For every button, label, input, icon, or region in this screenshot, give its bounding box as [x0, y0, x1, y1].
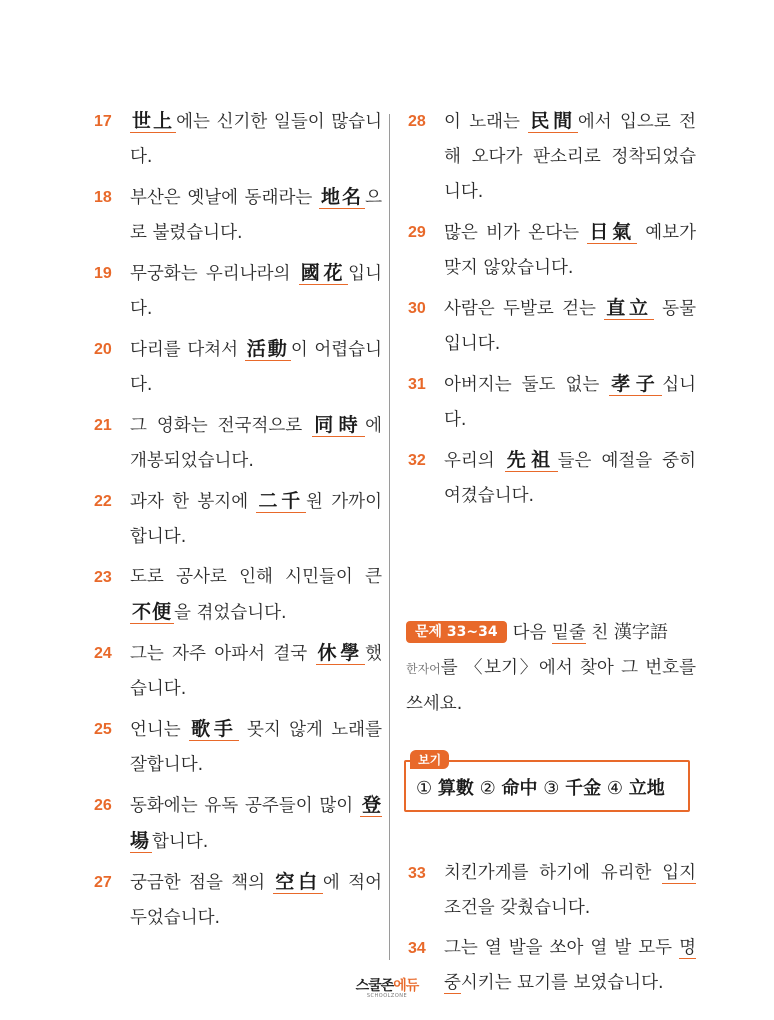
question-number: 33 — [408, 865, 426, 882]
question-number: 23 — [94, 569, 112, 586]
left-column — [92, 104, 382, 941]
logo-accent: 에듀 — [393, 978, 419, 994]
hanja-word: 二千 — [258, 490, 305, 512]
question-number: 29 — [408, 224, 426, 241]
hanja-word: 孝子 — [611, 373, 661, 395]
choice-hanja: 命中 — [501, 778, 538, 799]
target-word: 명중 — [444, 938, 696, 993]
example-box — [404, 753, 690, 812]
choice-hanja: 算數 — [437, 778, 474, 799]
logo-main: 스쿨존 — [355, 978, 394, 994]
question-number: 31 — [408, 376, 426, 393]
column-divider — [389, 114, 390, 960]
target-word: 입지 — [662, 863, 696, 883]
question-31: 31 아버지는 둘도 없는 孝子 십니다. — [406, 367, 696, 438]
question-18: 18 부산은 옛날에 동래라는 地名 으로 불렸습니다. — [92, 180, 382, 251]
question-25: 25 언니는 歌手 못지 않게 노래를 잘합니다. — [92, 712, 382, 783]
right-column — [406, 104, 696, 1006]
hanja-term: 漢字語 — [613, 622, 668, 643]
question-34: 34 그는 열 발을 쏘아 열 발 모두 명중시키는 묘기를 보였습니다. — [406, 931, 696, 1001]
question-33: 33 치킨가게를 하기에 유리한 입지 조건을 갖췄습니다. — [406, 856, 696, 926]
question-24: 24 그는 자주 아파서 결국 休學 했습니다. — [92, 636, 382, 707]
question-22: 22 과자 한 봉지에 二千 원 가까이 합니다. — [92, 484, 382, 555]
question-17: 17 世上 에는 신기한 일들이 많습니다. — [92, 104, 382, 175]
hanja-reading: 한자어 — [406, 662, 441, 676]
question-29: 29 많은 비가 온다는 日氣 예보가 맞지 않았습니다. — [406, 215, 696, 286]
question-number: 30 — [408, 300, 426, 317]
hanja-word: 國花 — [300, 262, 347, 284]
choice-hanja: 千金 — [565, 778, 602, 799]
question-number: 18 — [94, 189, 112, 206]
question-21: 21 그 영화는 전국적으로 同時 에 개봉되었습니다. — [92, 408, 382, 479]
hanja-word: 直立 — [606, 297, 652, 319]
question-number: 27 — [94, 874, 112, 891]
hanja-word: 先祖 — [506, 449, 556, 471]
question-23: 23 도로 공사로 인해 시민들이 큰 不便 을 겪었습니다. — [92, 560, 382, 631]
hanja-word: 活動 — [246, 338, 289, 360]
hanja-word: 地名 — [320, 186, 364, 208]
question-20: 20 다리를 다쳐서 活動 이 어렵습니다. — [92, 332, 382, 403]
question-number: 28 — [408, 113, 426, 130]
hanja-word: 登場 — [130, 794, 382, 852]
question-32: 32 우리의 先祖 들은 예절을 중히 여겼습니다. — [406, 443, 696, 514]
choice-marker: ④ — [606, 778, 623, 799]
question-number: 34 — [408, 940, 426, 957]
example-choices — [416, 774, 665, 800]
question-number: 21 — [94, 417, 112, 434]
publisher-logo — [355, 975, 419, 999]
question-number: 24 — [94, 645, 112, 662]
question-number: 17 — [94, 113, 112, 130]
choice-marker: ① — [416, 778, 433, 799]
choice-marker: ③ — [543, 778, 560, 799]
question-30: 30 사람은 두발로 걷는 直立 동물입니다. — [406, 291, 696, 362]
hanja-word: 世上 — [132, 110, 175, 132]
hanja-word: 歌手 — [191, 718, 237, 740]
question-27: 27 궁금한 점을 책의 空白 에 적어 두었습니다. — [92, 865, 382, 936]
problem-instruction: 문제 33~34 다음 밑줄 친 漢字語 한자어를 〈보기〉에서 찾아 그 번호를 쓰세요. — [406, 622, 696, 714]
question-number: 20 — [94, 341, 112, 358]
question-number: 26 — [94, 797, 112, 814]
hanja-word: 日氣 — [589, 221, 635, 243]
hanja-word: 休學 — [317, 642, 364, 664]
choice-marker: ② — [479, 778, 496, 799]
choice-hanja: 立地 — [628, 778, 665, 799]
hanja-word: 同時 — [314, 414, 364, 436]
question-number: 19 — [94, 265, 112, 282]
example-label: 보기 — [410, 750, 449, 769]
hanja-word: 不便 — [132, 601, 173, 623]
question-28: 28 이 노래는 民間 에서 입으로 전해 오다가 판소리로 정착되었습니다. — [406, 104, 696, 210]
hanja-word: 空白 — [275, 871, 321, 893]
question-number: 22 — [94, 493, 112, 510]
question-number: 32 — [408, 452, 426, 469]
underline-word: 밑줄 — [552, 623, 586, 643]
hanja-word: 民間 — [530, 110, 576, 132]
logo-sub: SCHOOLZONE — [366, 993, 408, 999]
question-number: 25 — [94, 721, 112, 738]
question-19: 19 무궁화는 우리나라의 國花 입니다. — [92, 256, 382, 327]
problem-badge: 문제 33~34 — [406, 621, 507, 643]
question-26: 26 동화에는 유독 공주들이 많이 登場 합니다. — [92, 788, 382, 860]
